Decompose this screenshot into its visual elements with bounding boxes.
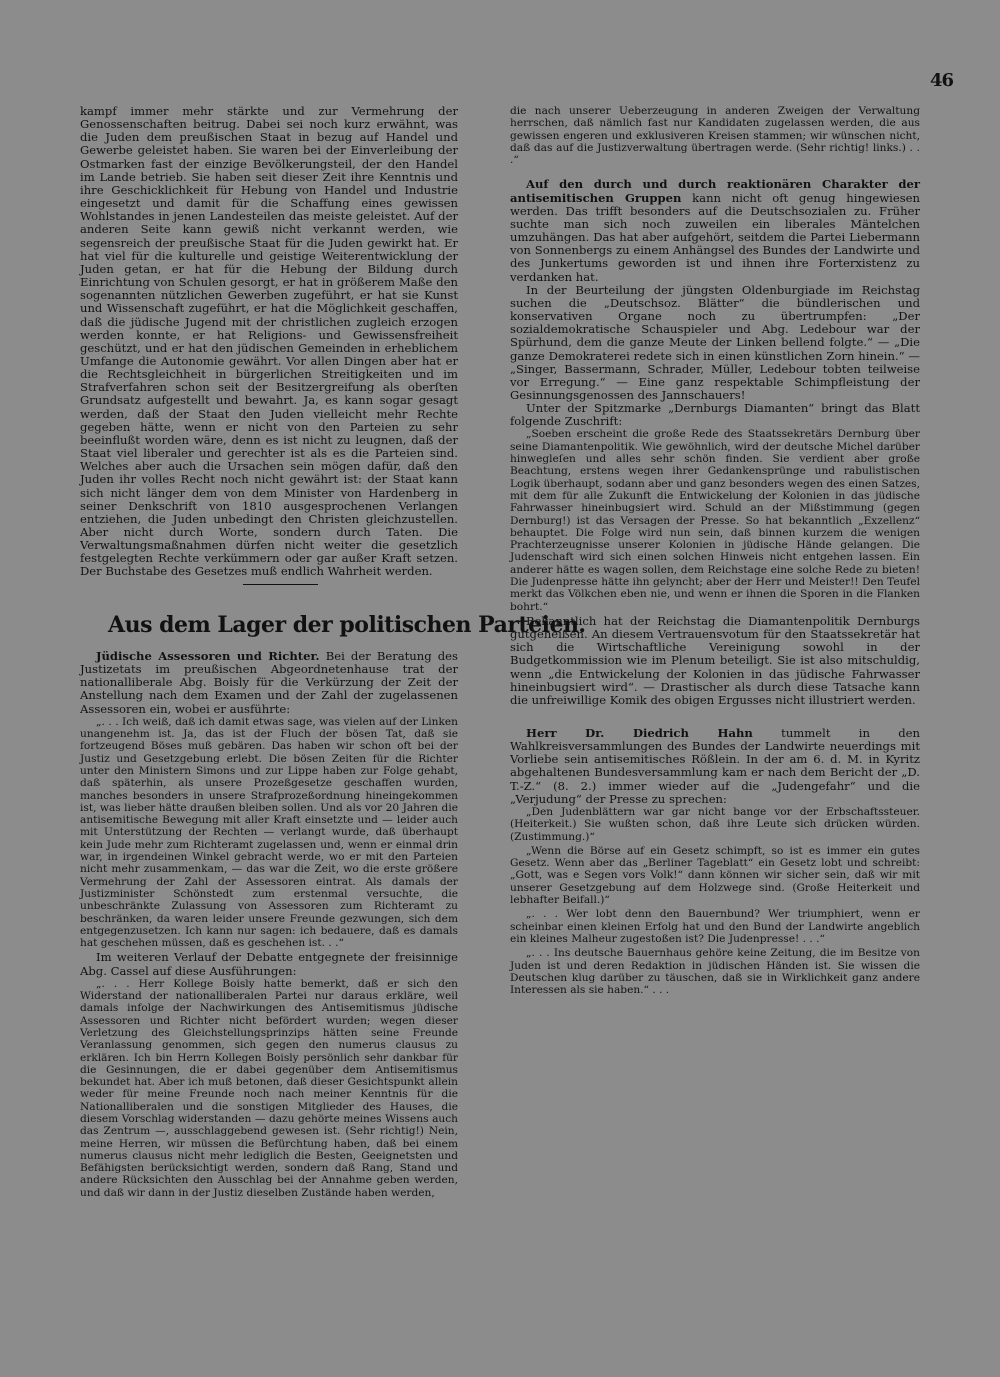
paragraph-text: tummelt in den Wahlkreisversammlungen des Bundes der Landwirte neuerdings mit Vorliebe sein antisemitisches Rößlein. In der am 6. d. M. in Kyritz abgehaltenen Bundesversammlung kam er nach dem Bericht der „D. T.-Z.“ (8. 2.) immer wieder auf die „Judengefahr“ und die „Verjudung“ der Presse zu sprechen: (510, 726, 921, 806)
paragraph: Im weiteren Verlauf der Debatte entgegnete der freisinnige Abg. Cassel auf diese Ausführungen: (80, 950, 458, 978)
quotation: „. . . Ins deutsche Bauernhaus gehöre keine Zeitung, die im Besitze von Juden ist und deren Redaktion in jüdischen Händen ist. Sie wissen die Deutschen klug darüber zu täuschen, daß sie in Wirklichkeit ganz andere Interessen als sie haben.“ . . . (510, 947, 920, 997)
quotation: „Soeben erscheint die große Rede des Staatssekretärs Dernburg über seine Diamantenpolitik. Wie gewöhnlich, wird der deutsche Michel darüber hinwegleſen und alles sehr schön finden. Sie verdient aber große Beachtung, erstens wegen ihrer Gedankensprünge und rabulistischen Logik überhaupt, sodann aber und ganz besonders wegen des einen Satzes, mit dem für alle Zukunft die Entwickelung der Kolonien in das jüdische Fahrwasser hineinbugsiert wird. Schuld an der Mißstimmung (gegen Dernburg!) ist das Versagen der Presse. So hat bekanntlich „Exzellenz“ behauptet. Die Folge wird nun sein, daß binnen kurzem die wenigen Prachterzeugnisse unserer Kolonien in jüdische Hände gelangen. Die Judenschaft wird sich einen solchen Hinweis nicht entgehen lassen. Ein anderer hätte es wagen sollen, dem Reichstage eine solche Rede zu bieten! Die Judenpresse hätte ihn gelyncht; aber der Herr und Meister!! Den Teufel merkt das Völkchen eben nie, und wenn er ihnen die Sporen in die Flanken bohrt.“ (510, 428, 920, 613)
page-number: 46 (930, 70, 954, 91)
paragraph (510, 178, 920, 283)
quotation: „Wenn die Börse auf ein Gesetz schimpft, so ist es immer ein gutes Gesetz. Wenn aber das „Berliner Tageblatt“ ein Gesetz lobt und schreibt: „Gott, was e Segen vors Volk!“ dann können wir sicher sein, daß wir mit unserer Gesetzgebung auf dem Holzwege sind. (Große Heiterkeit und lebhafter Beifall.)“ (510, 844, 920, 907)
left-column-section (80, 650, 458, 1201)
quotation: „Den Judenblättern war gar nicht bange vor der Erbschaftssteuer. (Heiterkeit.) Sie wußten schon, daß ihre Leute sich drücken würden. (Zustimmung.)“ (510, 805, 920, 843)
paragraph-text: Bei der Beratung des Justizetats im preußischen Abgeordnetenhause trat der nationalliberale Abg. Boisly für die Verkürzung der Zeit der Anstellung nach dem Examen und der Zahl der zugelassenen Assessoren ein, wobei er ausführte: (80, 649, 458, 716)
left-column (80, 105, 458, 579)
right-column (510, 105, 920, 998)
paragraph: kampf immer mehr stärkte und zur Vermehrung der Genossenschaften beitrug. Dabei sei noch kurz erwähnt, was die Juden dem preußischen Staat in bezug auf Handel und Gewerbe geleistet haben. Sie waren bei der Einverleibung der Ostmarken fast der einzige Bevölkerungsteil, der den Handel im Lande betrieb. Sie haben seit dieser Zeit ihre Kenntnis und ihre Geschicklichkeit für Hebung von Handel und Industrie eingesetzt und damit für die Schaffung eines gewissen Wohlstandes in jenen Landesteilen das meiste geleistet. Auf der anderen Seite kann gewiß nicht verkannt werden, wie segensreich der preußische Staat für die Juden gewirkt hat. Er hat viel für die kulturelle und geistige Weiterentwicklung der Juden getan, er hat für die Hebung der Bildung durch Einrichtung von Schulen gesorgt, er hat in größerem Maße den sogenannten nützlichen Gewerben zugeführt, er hat sie Kunst und Wissenschaft zugeführt, er hat die Möglichkeit geschaffen, daß die jüdische Jugend mit der christlichen zugleich erzogen werden konnte, er hat Religions- und Gewissensfreiheit geschützt, und er hat den jüdischen Gemeinden in erheblichem Umfange die Autonomie gewährt. Vor allen Dingen aber hat er die Rechtsgleichheit in bürgerlichen Streitigkeiten und im Strafverfahren schon seit der Besitzergreifung als oberſten Grundsatz aufgestellt und bewahrt. Ja, es kann sogar gesagt werden, daß der Staat den Juden vielleicht mehr Rechte gegeben hätte, wenn er nicht von den Parteien zu sehr beeinflußt worden wäre, denn es ist nicht zu leugnen, daß der Staat viel liberaler und gerechter ist als es die Parteien sind. Welches aber auch die Ursachen sein mögen dafür, daß den Juden ihr volles Recht noch nicht gewährt ist: der Staat kann sich nicht länger dem von dem Minister von Hardenberg in seiner Denkschrift von 1810 ausgesprochenen Verlangen entziehen, die Juden unbedingt den Christen gleichzustellen. Aber nicht durch Worte, sondern durch Taten. Die Verwaltungsmaßnahmen dürfen nicht weiter die gesetzlich festgelegten Rechte verkümmern oder gar außer Kraft setzen. Der Buchstabe des Gesetzes muß endlich Wahrheit werden. (80, 104, 458, 579)
quotation: die nach unserer Ueberzeugung in anderen Zweigen der Verwaltung herrschen, daß nämlich fast nur Kandidaten zugelassen werden, die aus gewissen engeren und exklusiveren Kreisen stammen; wir wünschen nicht, daß das auf die Justizverwaltung übertragen werde. (Sehr richtig! links.) . . .“ (510, 105, 920, 167)
run-in-heading: Herr Dr. Diedrich Hahn (526, 726, 753, 740)
run-in-heading: Jüdische Assessoren und Richter. (96, 649, 320, 663)
paragraph (510, 727, 920, 806)
section-divider (243, 584, 318, 585)
paragraph: Bekanntlich hat der Reichstag die Diamantenpolitik Dernburgs gutgeheißen. An diesem Vertrauensvotum für den Staatssekretär hat sich die Wirtschaftliche Vereinigung sowohl in der Budgetkommission wie im Plenum beteiligt. Sie ist also mitschuldig, wenn „die Entwickelung der Kolonien in das jüdische Fahrwasser hineinbugsiert wird“. — Drastischer als durch diese Tatsache kann die unfreiwillige Komik des obigen Ergusses nicht illustriert werden. (510, 613, 920, 707)
paragraph-text: kann nicht oft genug hingewiesen werden. Das trifft besonders auf die Deutschsozialen zu. Früher suchte man sich noch zuweilen ein liberales Mäntelchen umzuhängen. Das hat aber aufgehört, seitdem die Partei Liebermann von Sonnenbergs zu einem Anhängsel des Bundes der Landwirte und des Junkertums geworden ist und ihnen ihre Forterxistenz zu verdanken hat. (510, 190, 920, 284)
quotation: „. . . Herr Kollege Boisly hatte bemerkt, daß er sich den Widerstand der nationalliberalen Partei nur daraus erkläre, weil damals infolge der Nachwirkungen des Antisemitismus jüdische Assessoren und Richter nicht befördert wurden; wegen dieser Verletzung des Gleichstellungsprinzips hätten seine Freunde Veranlassung genommen, sich gegen den numerus clausus zu erklären. Ich bin Herrn Kollegen Boisly persönlich sehr dankbar für die Gesinnungen, die er dabei gegenüber dem Antisemitismus bekundet hat. Aber ich muß betonen, daß dieser Gesichtspunkt allein weder für meine Freunde noch nach meiner Kenntnis für die Nationalliberalen und die sonstigen Mitglieder des Hauses, die diesem Vorschlag widerstanden — dazu gehörte meines Wissens auch das Zentrum —, ausschlaggebend gewesen ist. (Sehr richtig!) Nein, meine Herren, wir müssen die Befürchtung haben, daß bei einem numerus clausus nicht mehr lediglich die Besten, Geeignetsten und Befähigsten berücksichtigt werden, sondern daß Rang, Stand und andere Rücksichten den Ausschlag bei der Annahme geben werden, und daß wir dann in der Justiz dieselben Zustände haben werden, (80, 977, 458, 1199)
paragraph (80, 650, 458, 716)
quotation: „. . . Wer lobt denn den Bauernbund? Wer triumphiert, wenn er scheinbar einen kleinen Erfolg hat und den Bund der Landwirte angeblich ein kleines Malheur zugestoßen ist? Die Judenpresse! . . .“ (510, 908, 920, 945)
run-in-heading: Auf den durch und durch reaktionären Charakter der antisemitischen Gruppen (510, 177, 920, 205)
paragraph: Unter der Spitzmarke „Dernburgs Diamanten“ bringt das Blatt folgende Zuschrift: (510, 401, 920, 429)
paragraph: In der Beurteilung der jüngsten Oldenburgiade im Reichstag suchen die „Deutschsoz. Blätter“ die bündlerischen und konservativen Organe noch zu übertrumpfen: „Der sozialdemokratische Schauspieler und Abg. Ledebour war der Spürhund, dem die ganze Meute der Linken bellend folgte.“ — „Die ganze Demokraterei redete sich in einen künstlichen Zorn hinein.“ — „Singer, Bassermann, Schrader, Müller, Ledebour tobten teilweise vor Erregung.“ — Eine ganz respektable Schimpfleistung der Gesinnungsgenossen des Jannschauers! (510, 282, 920, 402)
section-heading: Aus dem Lager der politischen Parteien. (108, 612, 586, 638)
quotation: „. . . Ich weiß, daß ich damit etwas sage, was vielen auf der Linken unangenehm ist. Ja, das ist der Fluch der bösen Tat, daß sie fortzeugend Böses muß gebären. Das haben wir schon oft bei der Justiz und Gesetzgebung erlebt. Die bösen Zeiten für die Richter unter den Ministern Simons und zur Lippe haben zur Folge gehabt, daß späterhin, als unsere Prozeßgesetze geschaffen wurden, manches besonders in unsere Strafprozeßordnung hineingekommen ist, was lieber hätte draußen bleiben sollen. Und als vor 20 Jahren die antisemitische Bewegung mit aller Kraft einsetzte und — leider auch mit Unterstützung der Rechten — verlangt wurde, daß überhaupt kein Jude mehr zum Richteramt zugelassen und, wenn er einmal drin war, in irgendeinen Winkel gebracht werde, wo er mit den Parteien nicht mehr zusammenkam, — das war die Zeit, wo die erste größere Vermehrung der Zahl der Assessoren eintrat. Als damals der Justizminister Schönstedt zum erstenmal versuchte, die unbeschränkte Zulassung von Assessoren zum Richteramt zu beschränken, da waren leider unsere Freunde gezwungen, sich dem entgegenzusetzen. Ich kann nur sagen: ich bedauere, daß es damals hat geschehen müssen, daß es geschehen ist. . .“ (80, 715, 458, 950)
